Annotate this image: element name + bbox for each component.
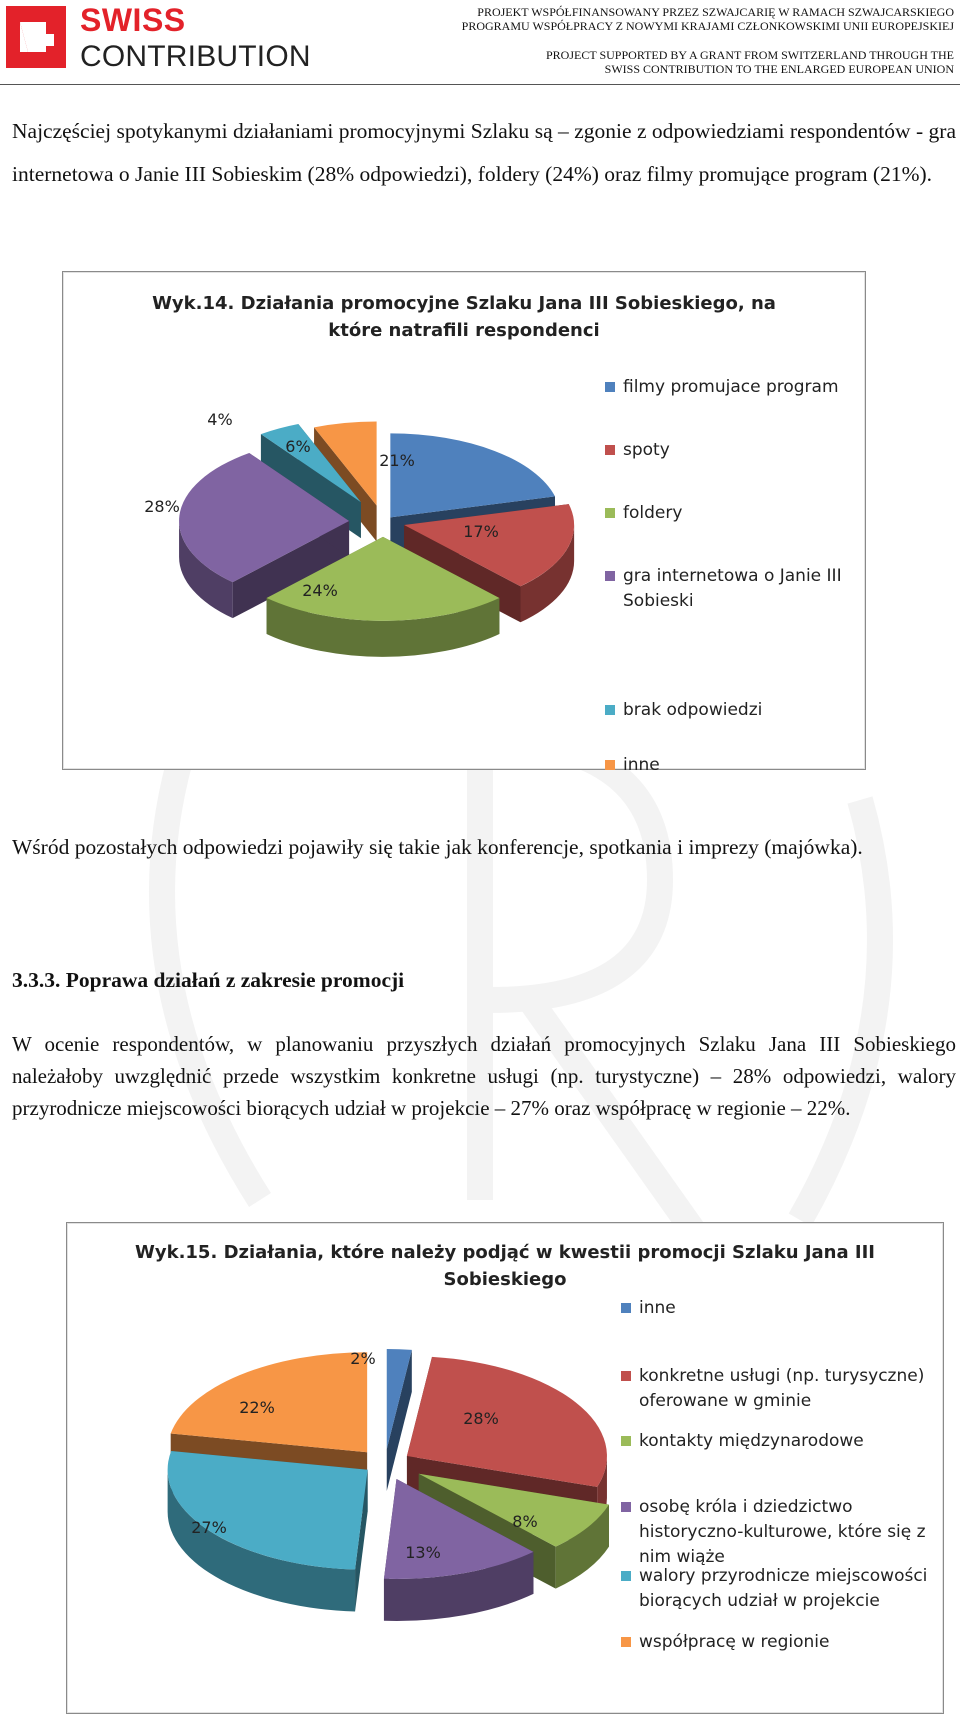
legend-label: brak odpowiedzi [623,700,763,720]
chart-title-line: które natrafili respondenci [328,320,600,341]
legend-label: walory przyrodnicze miejscowości biorących udział w projekcie [639,1566,928,1611]
chart-title-line: Sobieskiego [443,1269,567,1290]
header-divider [0,84,960,85]
pie-value-label: 4% [207,410,233,429]
logo-line-contribution: CONTRIBUTION [80,40,311,73]
legend-swatch [621,1436,631,1446]
legend-label: spoty [623,440,670,460]
legend-item [605,698,762,723]
chart-title-line: Wyk.14. Działania promocyjne Szlaku Jana III Sobieskiego, na [152,293,776,314]
legend-swatch [605,445,615,455]
page-header [0,0,960,86]
logo-wordmark [80,4,311,72]
chart-title-line: Wyk.15. Działania, które należy podjąć w kwestii promocji Szlaku Jana III [135,1242,875,1263]
pie-value-label: 6% [285,437,311,456]
paragraph-future-actions: W ocenie respondentów, w planowaniu przyszłych działań promocyjnych Szlaku Jana III Sobieskiego należałoby uwzględnić przede wszystkim konkretne usługi (np. turystyczne) – 28% odpowiedzi, walory przyrodnicze miejscowości biorących udział w projekcie – 27% oraz współpracę w regionie – 22%. [12,1032,956,1120]
legend-label: filmy promujace program [623,377,839,397]
pie-value-label: 8% [512,1512,538,1531]
header-note-line: PROJEKT WSPÓŁFINANSOWANY PRZEZ SZWAJCARIĘ W RAMACH SZWAJCARSKIEGO [477,5,954,19]
section-heading: 3.3.3. Poprawa działań z zakresie promocji [12,968,405,992]
legend-label: inne [639,1298,676,1318]
pie-value-label: 2% [350,1349,376,1368]
legend-swatch [605,760,615,770]
legend-item [621,1296,676,1321]
header-note-line: SWISS CONTRIBUTION TO THE ENLARGED EUROPEAN UNION [604,62,954,76]
legend-swatch [605,382,615,392]
pie-chart-plot [63,272,865,769]
legend-item [605,501,682,526]
logo-line-swiss: SWISS [80,2,186,38]
header-funding-note [462,5,954,76]
legend-swatch [605,508,615,518]
legend-label: kontakty międzynarodowe [639,1431,864,1451]
legend-item [621,1429,864,1454]
legend-item [621,1495,937,1570]
legend-swatch [621,1637,631,1647]
legend-swatch [605,571,615,581]
legend-item [621,1564,937,1614]
legend-item [605,375,839,400]
legend-item [605,438,670,463]
swiss-cross-logo-icon [6,6,66,68]
chart-wyk14 [62,271,866,775]
legend-label: osobę króla i dziedzictwo historyczno-kulturowe, które się z nim wiąże [639,1497,926,1567]
pie-value-label: 28% [463,1409,499,1428]
legend-label: foldery [623,503,683,523]
pie-value-label: 13% [405,1543,441,1562]
paragraph-promotional-actions: Najczęściej spotykanymi działaniami promocyjnymi Szlaku są – zgonie z odpowiedziami respondentów - gra internetowa o Janie III Sobieskim (28% odpowiedzi), foldery (24%) oraz filmy promujące program (21%). [12,119,956,186]
legend-swatch [621,1371,631,1381]
pie-value-label: 24% [302,581,338,600]
legend-item [605,564,855,614]
legend-label: gra internetowa o Janie III Sobieski [623,566,842,611]
pie-value-label: 21% [379,451,415,470]
legend-label: inne [623,755,660,775]
legend-swatch [621,1303,631,1313]
header-note-line: PROGRAMU WSPÓŁPRACY Z NOWYMI KRAJAMI CZŁONKOWSKIMI UNII EUROPEJSKIEJ [461,19,954,33]
legend-swatch [621,1571,631,1581]
chart-wyk15 [66,1222,944,1714]
pie-value-label: 22% [239,1398,275,1417]
legend-item [621,1364,937,1414]
legend-item [621,1630,829,1655]
legend-label: konkretne usługi (np. turysyczne) oferowane w gminie [639,1366,925,1411]
pie-value-label: 17% [463,522,499,541]
paragraph-other-answers: Wśród pozostałych odpowiedzi pojawiły się takie jak konferencje, spotkania i imprezy (majówka). [12,835,863,859]
legend-swatch [605,705,615,715]
legend-swatch [621,1502,631,1512]
legend-item [605,753,660,778]
header-note-line: PROJECT SUPPORTED BY A GRANT FROM SWITZERLAND THROUGH THE [546,48,954,62]
legend-label: współpracę w regionie [639,1632,830,1652]
pie-value-label: 28% [144,497,180,516]
pie-value-label: 27% [191,1518,227,1537]
